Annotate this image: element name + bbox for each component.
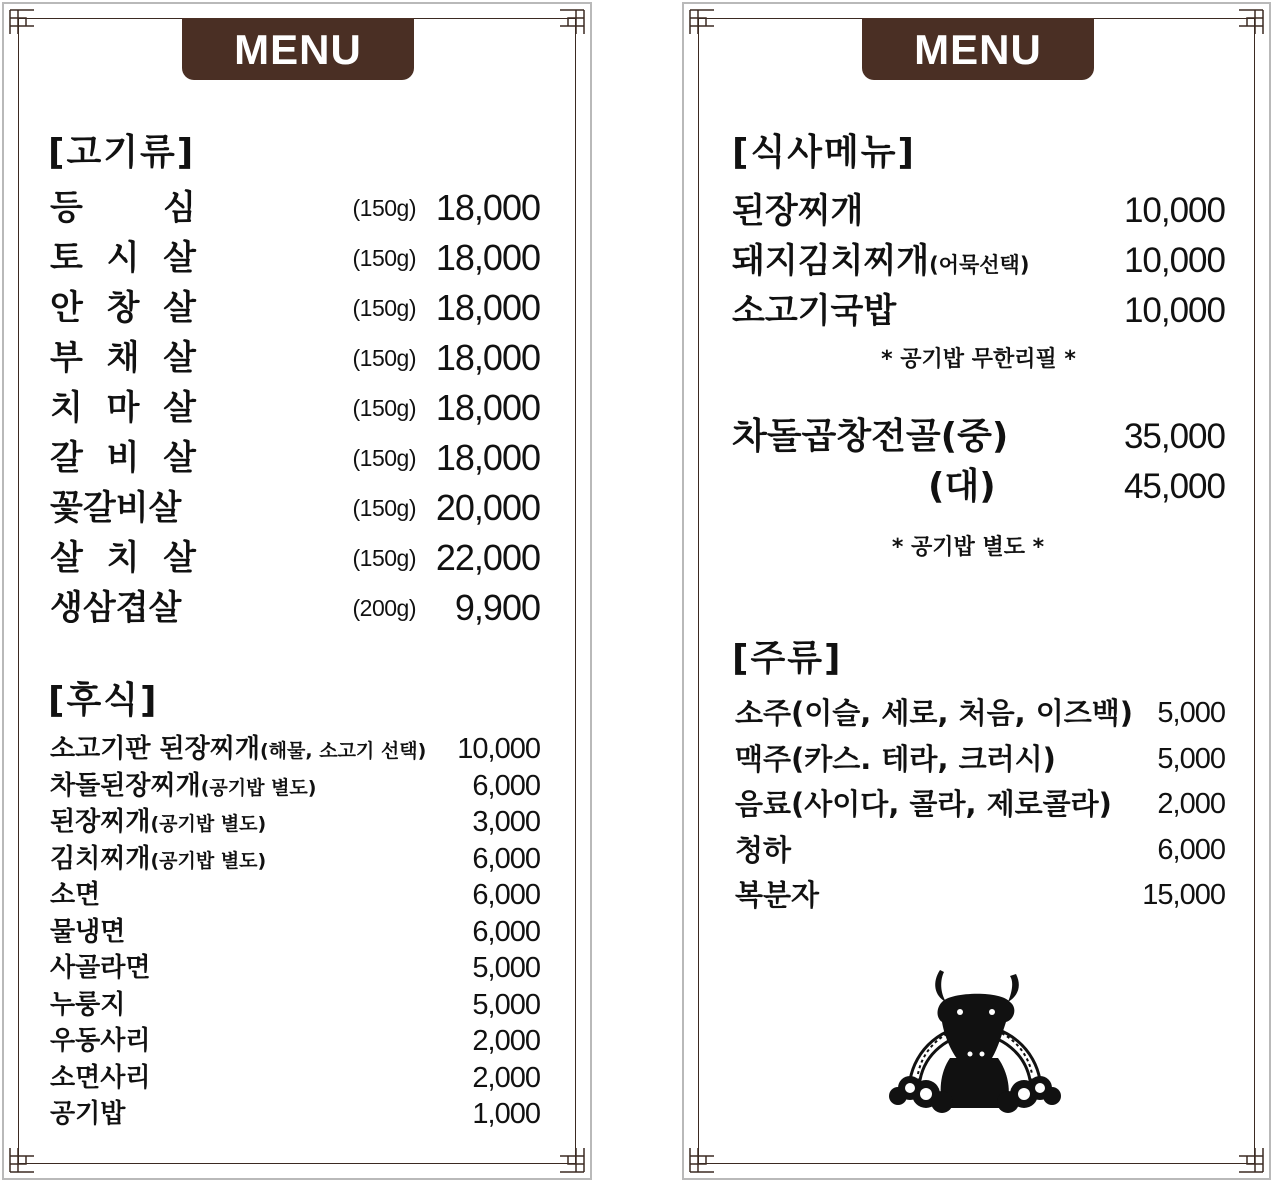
after-item-row (50, 804, 540, 840)
after-item-row (50, 914, 540, 950)
after-item-label: 소고기판 된장찌개 (50, 734, 260, 764)
after-item-name (50, 877, 100, 913)
meat-item-row (50, 386, 540, 430)
after-item-name (50, 731, 426, 769)
meal-item-name (732, 186, 863, 236)
after-item-row (50, 1023, 540, 1059)
after-item-label: 차돌된장찌개 (50, 770, 201, 801)
meat-item-name-char: 안 (50, 288, 83, 328)
corner-ornament-icon (6, 6, 38, 38)
after-item-note: (해물, 소고기 선택) (259, 740, 427, 762)
after-item-name (50, 1060, 150, 1096)
after-item-note: (공기밥 별도) (150, 849, 267, 872)
hotpot-large-row (732, 462, 1225, 512)
meat-item-name-char: 살 (163, 538, 196, 578)
meat-item-name-char: 심 (163, 188, 196, 228)
after-item-price: 6,000 (472, 769, 540, 802)
after-item-label: 물냉면 (50, 916, 126, 947)
hotpot-large-price: 45,000 (1123, 467, 1225, 506)
meal-item-price: 10,000 (1123, 241, 1225, 280)
after-item-note: (공기밥 별도) (200, 776, 317, 799)
meat-item-weight: (150g) (352, 345, 416, 371)
meal-item-price: 10,000 (1123, 291, 1225, 330)
drink-item-price: 2,000 (1157, 788, 1225, 820)
meat-item-price: 22,000 (435, 537, 540, 578)
after-item-label: 김치찌개 (50, 843, 151, 874)
drink-item-price: 15,000 (1142, 879, 1225, 911)
meat-item-name (50, 186, 196, 230)
menu-header-tab: MENU (182, 18, 414, 80)
meat-item-name-char: 살 (163, 438, 196, 478)
meat-item-row (50, 286, 540, 330)
drink-item-row (735, 690, 1225, 736)
after-item-label: 사골라면 (50, 953, 151, 983)
meat-item-name-char: 살 (163, 338, 196, 378)
drink-item-name: 소주(이슬, 세로, 처음, 이즈백) (735, 696, 1134, 730)
after-item-name (50, 987, 125, 1023)
meat-item-name (50, 286, 196, 330)
after-item-price: 6,000 (472, 879, 540, 911)
corner-ornament-icon (1235, 1144, 1267, 1176)
after-item-label: 소면사리 (50, 1062, 151, 1093)
drink-item-name: 복분자 (735, 878, 820, 912)
meal-item-note: (어묵선택) (929, 253, 1030, 277)
meat-item-weight: (150g) (352, 545, 416, 571)
meal-item-label: 된장찌개 (732, 191, 864, 231)
meat-item-name-char: 시 (106, 238, 140, 278)
meat-item-weight: (150g) (352, 245, 416, 271)
meal-item-label: 소고기국밥 (732, 291, 897, 331)
after-item-name (50, 950, 150, 986)
bull-head-icon (880, 962, 1070, 1114)
meat-item-name (50, 236, 196, 280)
meat-item-name-char: 치 (106, 538, 140, 578)
after-item-label: 된장찌개 (50, 807, 151, 837)
meat-item-row (50, 586, 540, 630)
corner-ornament-icon (556, 6, 588, 38)
meat-item-name-char: 채 (106, 338, 140, 378)
rice-separate-note: * 공기밥 별도 * (891, 535, 1045, 560)
meat-section-title: [고기류] (48, 132, 196, 173)
corner-ornament-icon (1235, 6, 1267, 38)
meat-item-price: 18,000 (435, 187, 540, 228)
after-item-label: 공기밥 (50, 1099, 126, 1129)
after-item-price: 5,000 (472, 988, 540, 1021)
meat-item-price: 20,000 (435, 487, 540, 528)
meal-item-name (732, 286, 896, 336)
meat-item-weight: (150g) (352, 195, 416, 221)
meat-item-name (50, 336, 196, 380)
after-item-name (50, 1096, 125, 1132)
meat-item-name-char: 생삼겹살 (50, 588, 182, 628)
meal-item-row (732, 186, 1225, 236)
after-item-name (50, 768, 316, 806)
meat-item-name (50, 536, 196, 580)
meat-item-name (50, 386, 196, 430)
after-item-row (50, 841, 540, 877)
after-item-price: 2,000 (472, 1061, 540, 1094)
meat-item-price: 18,000 (435, 237, 540, 278)
meat-item-row (50, 236, 540, 280)
meal-item-row (732, 236, 1225, 286)
meat-item-weight: (150g) (352, 295, 416, 321)
after-item-row (50, 1060, 540, 1096)
corner-ornament-icon (556, 1144, 588, 1176)
after-item-name (50, 841, 266, 879)
after-item-price: 5,000 (472, 952, 540, 984)
meat-item-name-char: 치 (50, 388, 83, 428)
after-item-price: 2,000 (472, 1025, 540, 1057)
meat-item-name-char: 비 (106, 438, 140, 478)
after-item-row (50, 950, 540, 986)
meat-item-name-char: 마 (106, 388, 140, 428)
meal-item-row (732, 286, 1225, 336)
after-item-name (50, 1023, 150, 1059)
meat-item-name-char: 살 (50, 538, 83, 578)
meat-item-name-char: 살 (163, 288, 196, 328)
drink-section-title: [주류] (732, 638, 843, 679)
meat-item-name (50, 436, 196, 480)
meat-item-name-char: 꽃갈비살 (50, 488, 182, 528)
drink-item-name: 음료(사이다, 콜라, 제로콜라) (735, 787, 1112, 821)
corner-ornament-icon (686, 6, 718, 38)
meat-item-name-char: 살 (163, 388, 196, 428)
meat-item-weight: (150g) (352, 445, 416, 471)
meat-item-name (50, 486, 196, 530)
meat-item-price: 18,000 (435, 337, 540, 378)
after-section-title: [후식] (48, 680, 159, 721)
after-item-row (50, 768, 540, 804)
menu-header-tab: MENU (862, 18, 1094, 80)
after-item-name (50, 914, 125, 950)
drink-item-row (735, 736, 1225, 782)
drink-item-name: 맥주(카스. 테라, 크러시) (735, 741, 1056, 776)
hotpot-medium-name: 차돌곱창전골(중) (732, 416, 1009, 457)
meat-item-name (50, 586, 196, 630)
meat-item-name-char: 부 (50, 338, 83, 378)
meat-item-row (50, 186, 540, 230)
meal-item-name (732, 236, 1029, 290)
corner-ornament-icon (686, 1144, 718, 1176)
after-item-name (50, 804, 266, 842)
drink-item-row (735, 781, 1225, 827)
meat-item-name-char: 토 (50, 238, 83, 278)
refill-note: * 공기밥 무한리필 * (881, 347, 1076, 372)
after-item-note: (공기밥 별도) (150, 813, 267, 835)
meal-item-label: 돼지김치찌개 (732, 241, 930, 281)
meat-item-row (50, 436, 540, 480)
after-item-price: 10,000 (457, 733, 540, 765)
meat-item-row (50, 486, 540, 530)
after-item-row (50, 987, 540, 1023)
drink-item-name: 청하 (735, 832, 792, 867)
meat-item-row (50, 336, 540, 380)
meat-item-price: 18,000 (435, 287, 540, 328)
drink-item-price: 5,000 (1157, 697, 1225, 729)
after-item-price: 6,000 (472, 842, 540, 875)
meat-item-name-char: 살 (163, 238, 196, 278)
meal-item-price: 10,000 (1123, 191, 1225, 230)
meat-item-name-char: 갈 (50, 438, 83, 478)
drink-item-row (735, 827, 1225, 873)
after-item-label: 소면 (50, 880, 101, 910)
meat-item-price: 18,000 (435, 437, 540, 478)
meat-item-name-char: 창 (106, 288, 140, 328)
meat-item-weight: (150g) (352, 395, 416, 421)
meat-item-row (50, 536, 540, 580)
after-item-price: 6,000 (472, 915, 540, 948)
meat-item-price: 18,000 (435, 387, 540, 428)
after-item-row (50, 877, 540, 913)
meat-item-price: 9,900 (454, 587, 540, 628)
after-item-label: 누룽지 (50, 989, 126, 1020)
drink-item-price: 6,000 (1157, 833, 1225, 866)
meat-item-weight: (150g) (352, 495, 416, 521)
after-item-price: 1,000 (472, 1098, 540, 1130)
after-item-row (50, 731, 540, 767)
after-item-label: 우동사리 (50, 1026, 151, 1056)
hotpot-medium-row (732, 412, 1225, 462)
hotpot-medium-price: 35,000 (1123, 417, 1225, 456)
drink-item-row (735, 872, 1225, 918)
after-item-price: 3,000 (472, 806, 540, 838)
drink-item-price: 5,000 (1157, 742, 1225, 775)
hotpot-large-name: (대) (928, 466, 996, 507)
meat-item-name-char: 등 (50, 188, 83, 228)
after-item-row (50, 1096, 540, 1132)
corner-ornament-icon (6, 1144, 38, 1176)
meat-item-weight: (200g) (352, 595, 416, 621)
meal-section-title: [식사메뉴] (732, 132, 917, 173)
